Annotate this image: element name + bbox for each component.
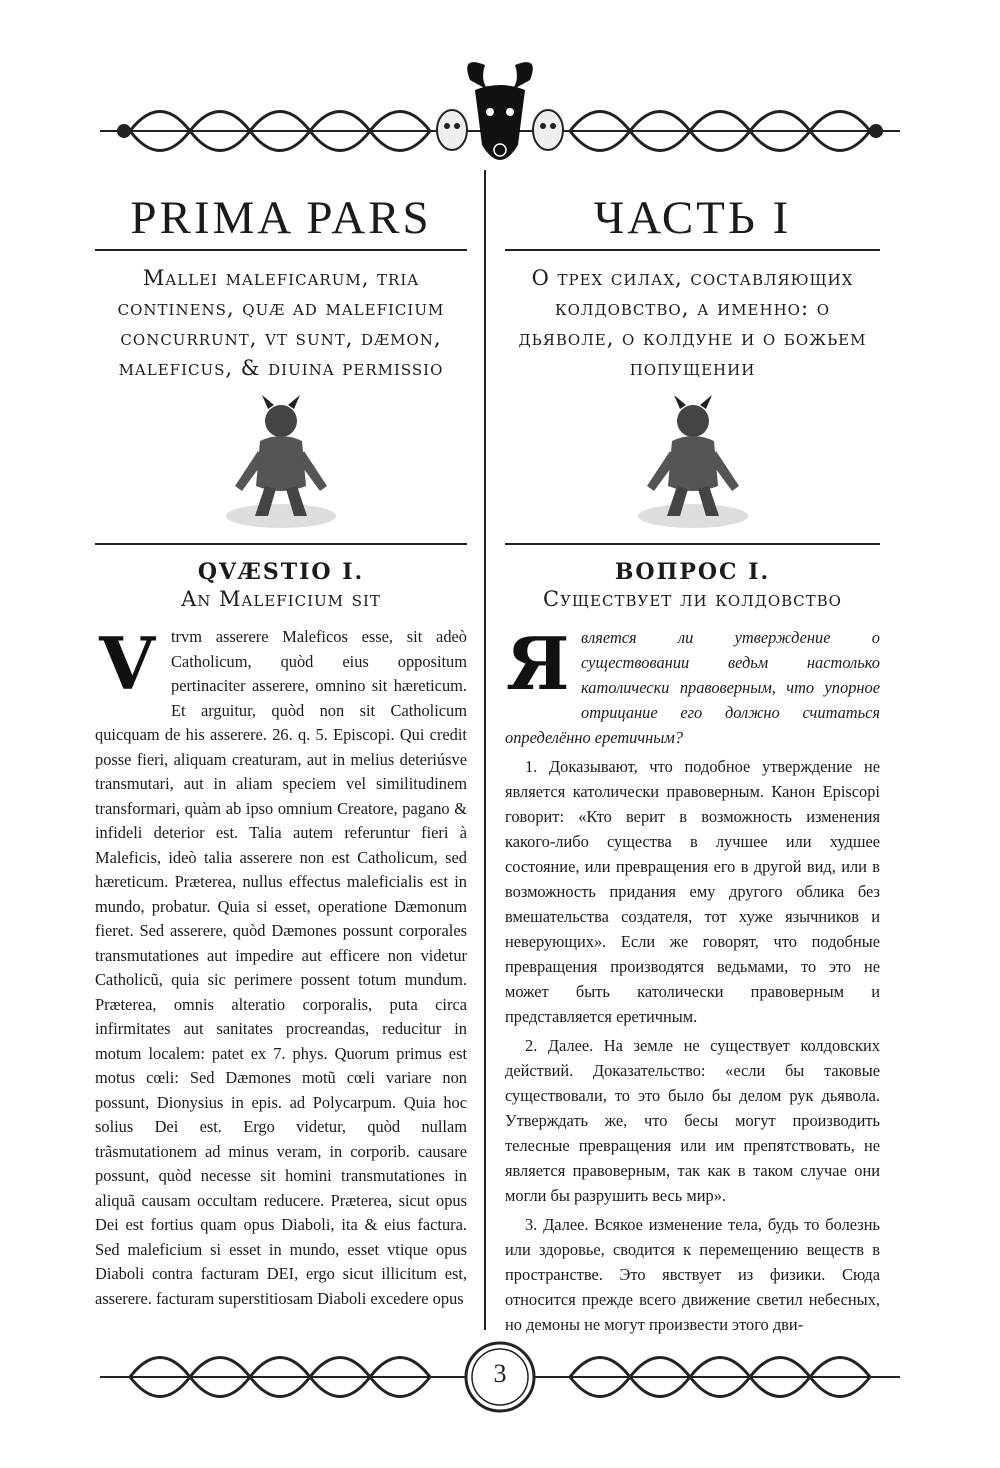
intro-block [505, 621, 880, 750]
question-rule [95, 543, 467, 545]
question-title-russian: ВОПРОС I. [614, 559, 771, 585]
dropcap-ya: Я [506, 621, 570, 706]
subtitle-russian: О трех силах, составляющих колдовство, а именно: о дьяволе, о колдуне и о божьем попущении [518, 266, 867, 380]
body-text-latin [95, 621, 467, 1311]
part-title-latin: PRIMA PARS [130, 192, 432, 244]
intro-italic: вляется ли утверждение о существовании ведьм настолько католически правоверным, что упорное отрицание его должно считаться определённо еретичным? [505, 628, 880, 747]
latin-body: trvm asserere Maleficos esse, sit adeò Catholicum, quòd eius oppositum pertinaciter asserere, omnino sit hæreticum. Et arguitur, quòd non sit Catholicum quicquam de his asserere. 26. q. 5. Episcopi. Qui credit posse fieri, aliquam creaturam, aut in melius deteriúsve transmutari, aut in aliam speciem vel similitudinem transformari, quàm ab ipso omnium Creatore, pagano & infideli deterior est. Talia autem referuntur fieri à Maleficis, ideò talia asserere non est Catholicum, sed hæreticum. Præterea, nullus effectus maleficialis est in mundo, probatur. Quia si esset, operatione Dæmonum fieret. Sed asserere, quòd Dæmones possunt corporales transmutationes aut impedire aut efficere non videtur Catholicũ, quia sic perimere possent totum mundum. Præterea, omnis alteratio corporalis, puta circa infirmitates aut sanitates procreandas, reducitur in motum localem: patet ex 7. phys. Quorum primus est motus cœli: Sed Dæmones motũ cœli variare non possunt, Dionysius in epis. ad Polycarpum. Quia hoc solius Dei est. Ergo videtur, quòd nullam trãsmutationem ad minus veram, in corporib. causare possunt, quòd necesse sit homini transmutationes in aliquã causam occultam reducere. Præterea, sicut opus Dei est fortius quam opus Diaboli, ita & eius factura. Sed maleficium si esset in mundo, esset vtique opus Diaboli contra facturam DEI, ergo sicut illicitum est, asserere. facturam superstitiosam Diaboli excedere opus [95, 627, 467, 1308]
question-rule [505, 543, 880, 545]
question-subtitle-russian: Существует ли колдовство [543, 587, 842, 611]
right-column-russian [505, 190, 880, 1337]
column-divider [484, 170, 486, 1330]
title-rule [95, 249, 467, 251]
paragraph-1: 1. Доказывают, что подобное утверждение не является католически правоверным. Канон Episcopi говорит: «Кто верит в возможность изменения какого-либо существа в лучшее или худшее состояние, или превращения его в другой вид, или в возможность придания ему другого облика без вмешательства создателя, тот хуже язычников и неверующих». Если же говорят, что подобные превращения производятся ведьмами, то это не может быть католически правоверным и представляется еретичным. [505, 757, 880, 1026]
paragraph-3: 3. Далее. Всякое изменение тела, будь то болезнь или здоровье, сводится к перемещению веществ в пространстве. Это явствует из физики. Сюда относится прежде всего движение светил небесных, но демоны не могут произвести этого дви- [505, 1215, 880, 1334]
demon-engraving-icon [632, 391, 754, 531]
subtitle-latin: Mallei maleficarum, tria continens, quæ ad maleficium concurrunt, vt sunt, dæmon, maleficus, & diuina permissio [117, 266, 445, 380]
question-subtitle-latin: An Maleficium sit [181, 587, 381, 611]
page-number: 3 [493, 1359, 507, 1388]
paragraph-2: 2. Далее. На земле не существует колдовских действий. Доказательство: «если бы таковые существовали, то это было бы делом рук дьявола. Утверждать же, что бесы могут производить телесные превращения или им препятствовать, не является правоверным, так как в таком случае они могли бы разрушить весь мир». [505, 1036, 880, 1205]
title-rule [505, 249, 880, 251]
dropcap-v: V [99, 621, 155, 706]
goat-skull-emblem-icon [430, 50, 570, 190]
question-title-latin: QVÆSTIO I. [197, 559, 365, 585]
demon-engraving-icon [220, 391, 342, 531]
body-text-russian [505, 621, 880, 1337]
left-column-latin [95, 190, 467, 1311]
part-title-russian: ЧАСТЬ I [593, 192, 792, 244]
